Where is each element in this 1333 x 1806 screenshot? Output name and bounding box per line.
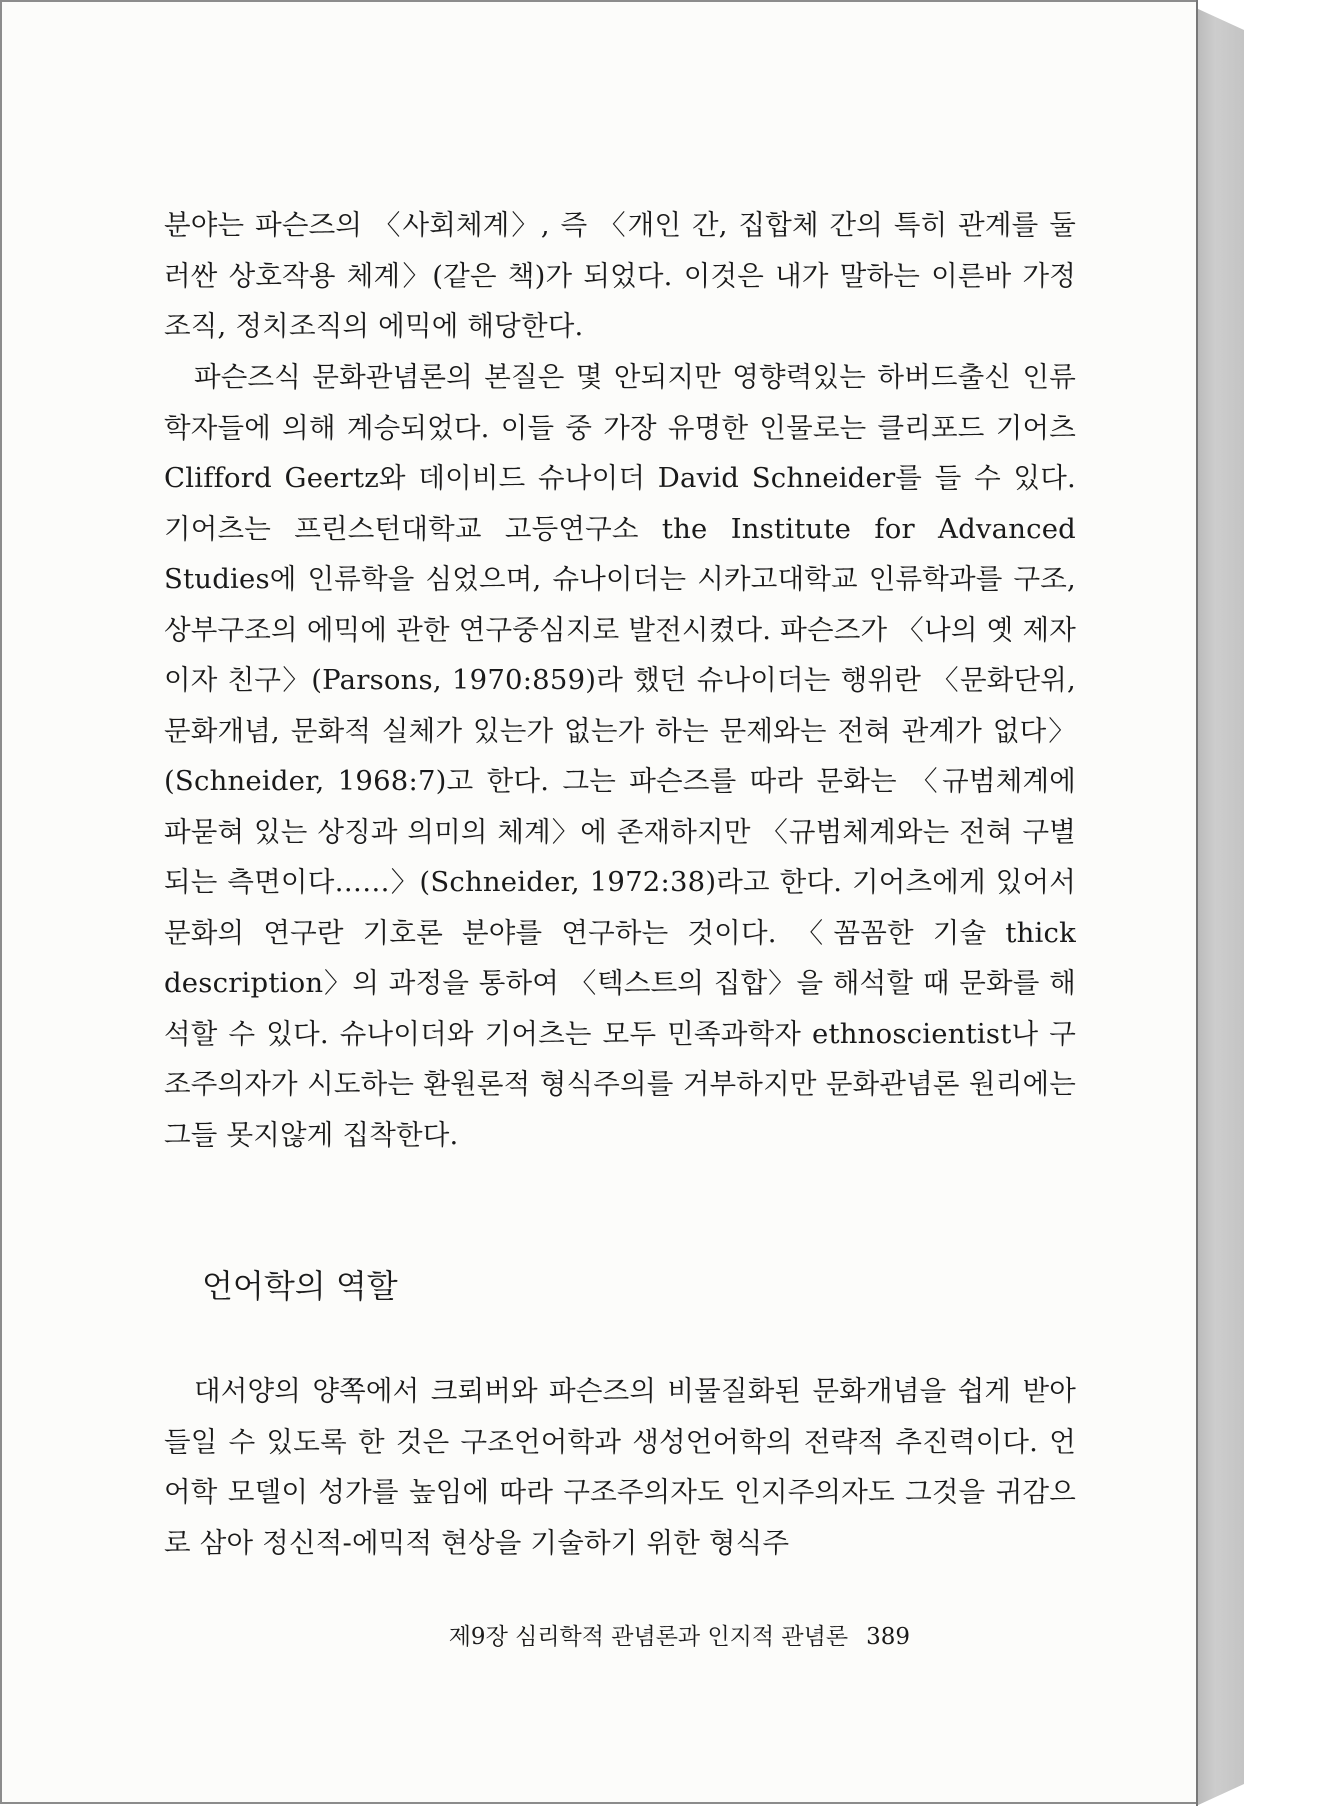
paragraph-3: 대서양의 양쪽에서 크뢰버와 파슨즈의 비물질화된 문화개념을 쉽게 받아들일 수 있도록 한 것은 구조언어학과 생성언어학의 전략적 추진력이다. 언어학 모델이 성가를 높임에 따라 구조주의자도 인지주의자도 그것을 귀감으로 삼아 정신적-에믹적 현상을 기술하기 위한 형식주 (164, 1375, 1076, 1559)
page-footer (449, 1620, 910, 1654)
page-stack-edge (1196, 8, 1244, 1806)
running-title: 제9장 심리학적 관념론과 인지적 관념론 (448, 1624, 849, 1650)
page-edge-line (1196, 0, 1198, 1806)
paragraph-2: 파슨즈식 문화관념론의 본질은 몇 안되지만 영향력있는 하버드출신 인류학자들에 의해 계승되었다. 이들 중 가장 유명한 인물로는 클리포드 기어츠 Clifford Geertz와 데이비드 슈나이더 David Schneider를 들 수 있다. 기어츠는 프린스턴대학교 고등연구소 the Institute for Advanced Studies에 인류학을 심었으며, 슈나이더는 시카고대학교 인류학과를 구조, 상부구조의 에믹에 관한 연구중심지로 발전시켰다. 파슨즈가 〈나의 옛 제자이자 친구〉(Parsons, 1970:859)라 했던 슈나이더는 행위란 〈문화단위, 문화개념, 문화적 실체가 있는가 없는가 하는 문제와는 전혀 관계가 없다〉(Schneider, 1968:7)고 한다. 그는 파슨즈를 따라 문화는 〈규범체계에 파묻혀 있는 상징과 의미의 체계〉에 존재하지만 〈규범체계와는 전혀 구별되는 측면이다……〉(Schneider, 1972:38)라고 한다. 기어츠에게 있어서 문화의 연구란 기호론 분야를 연구하는 것이다. 〈꼼꼼한 기술 thick description〉의 과정을 통하여 〈텍스트의 집합〉을 해석할 때 문화를 해석할 수 있다. 슈나이더와 기어츠는 모두 민족과학자 ethnoscientist나 구조주의자가 시도하는 환원론적 형식주의를 거부하지만 문화관념론 원리에는 그들 못지않게 집착한다. (164, 361, 1076, 1151)
page-number: 389 (866, 1624, 910, 1650)
paragraph-1: 분야는 파슨즈의 〈사회체계〉, 즉 〈개인 간, 집합체 간의 특히 관계를 둘러싼 상호작용 체계〉(같은 책)가 되었다. 이것은 내가 말하는 이른바 가정조직, 정치조직의 에믹에 해당한다. (164, 209, 1076, 342)
paragraph-1-block (164, 200, 1076, 352)
paragraph-3-block (164, 1366, 1076, 1568)
paragraph-2-block (164, 352, 1076, 1160)
section-heading: 언어학의 역할 (202, 1267, 398, 1305)
